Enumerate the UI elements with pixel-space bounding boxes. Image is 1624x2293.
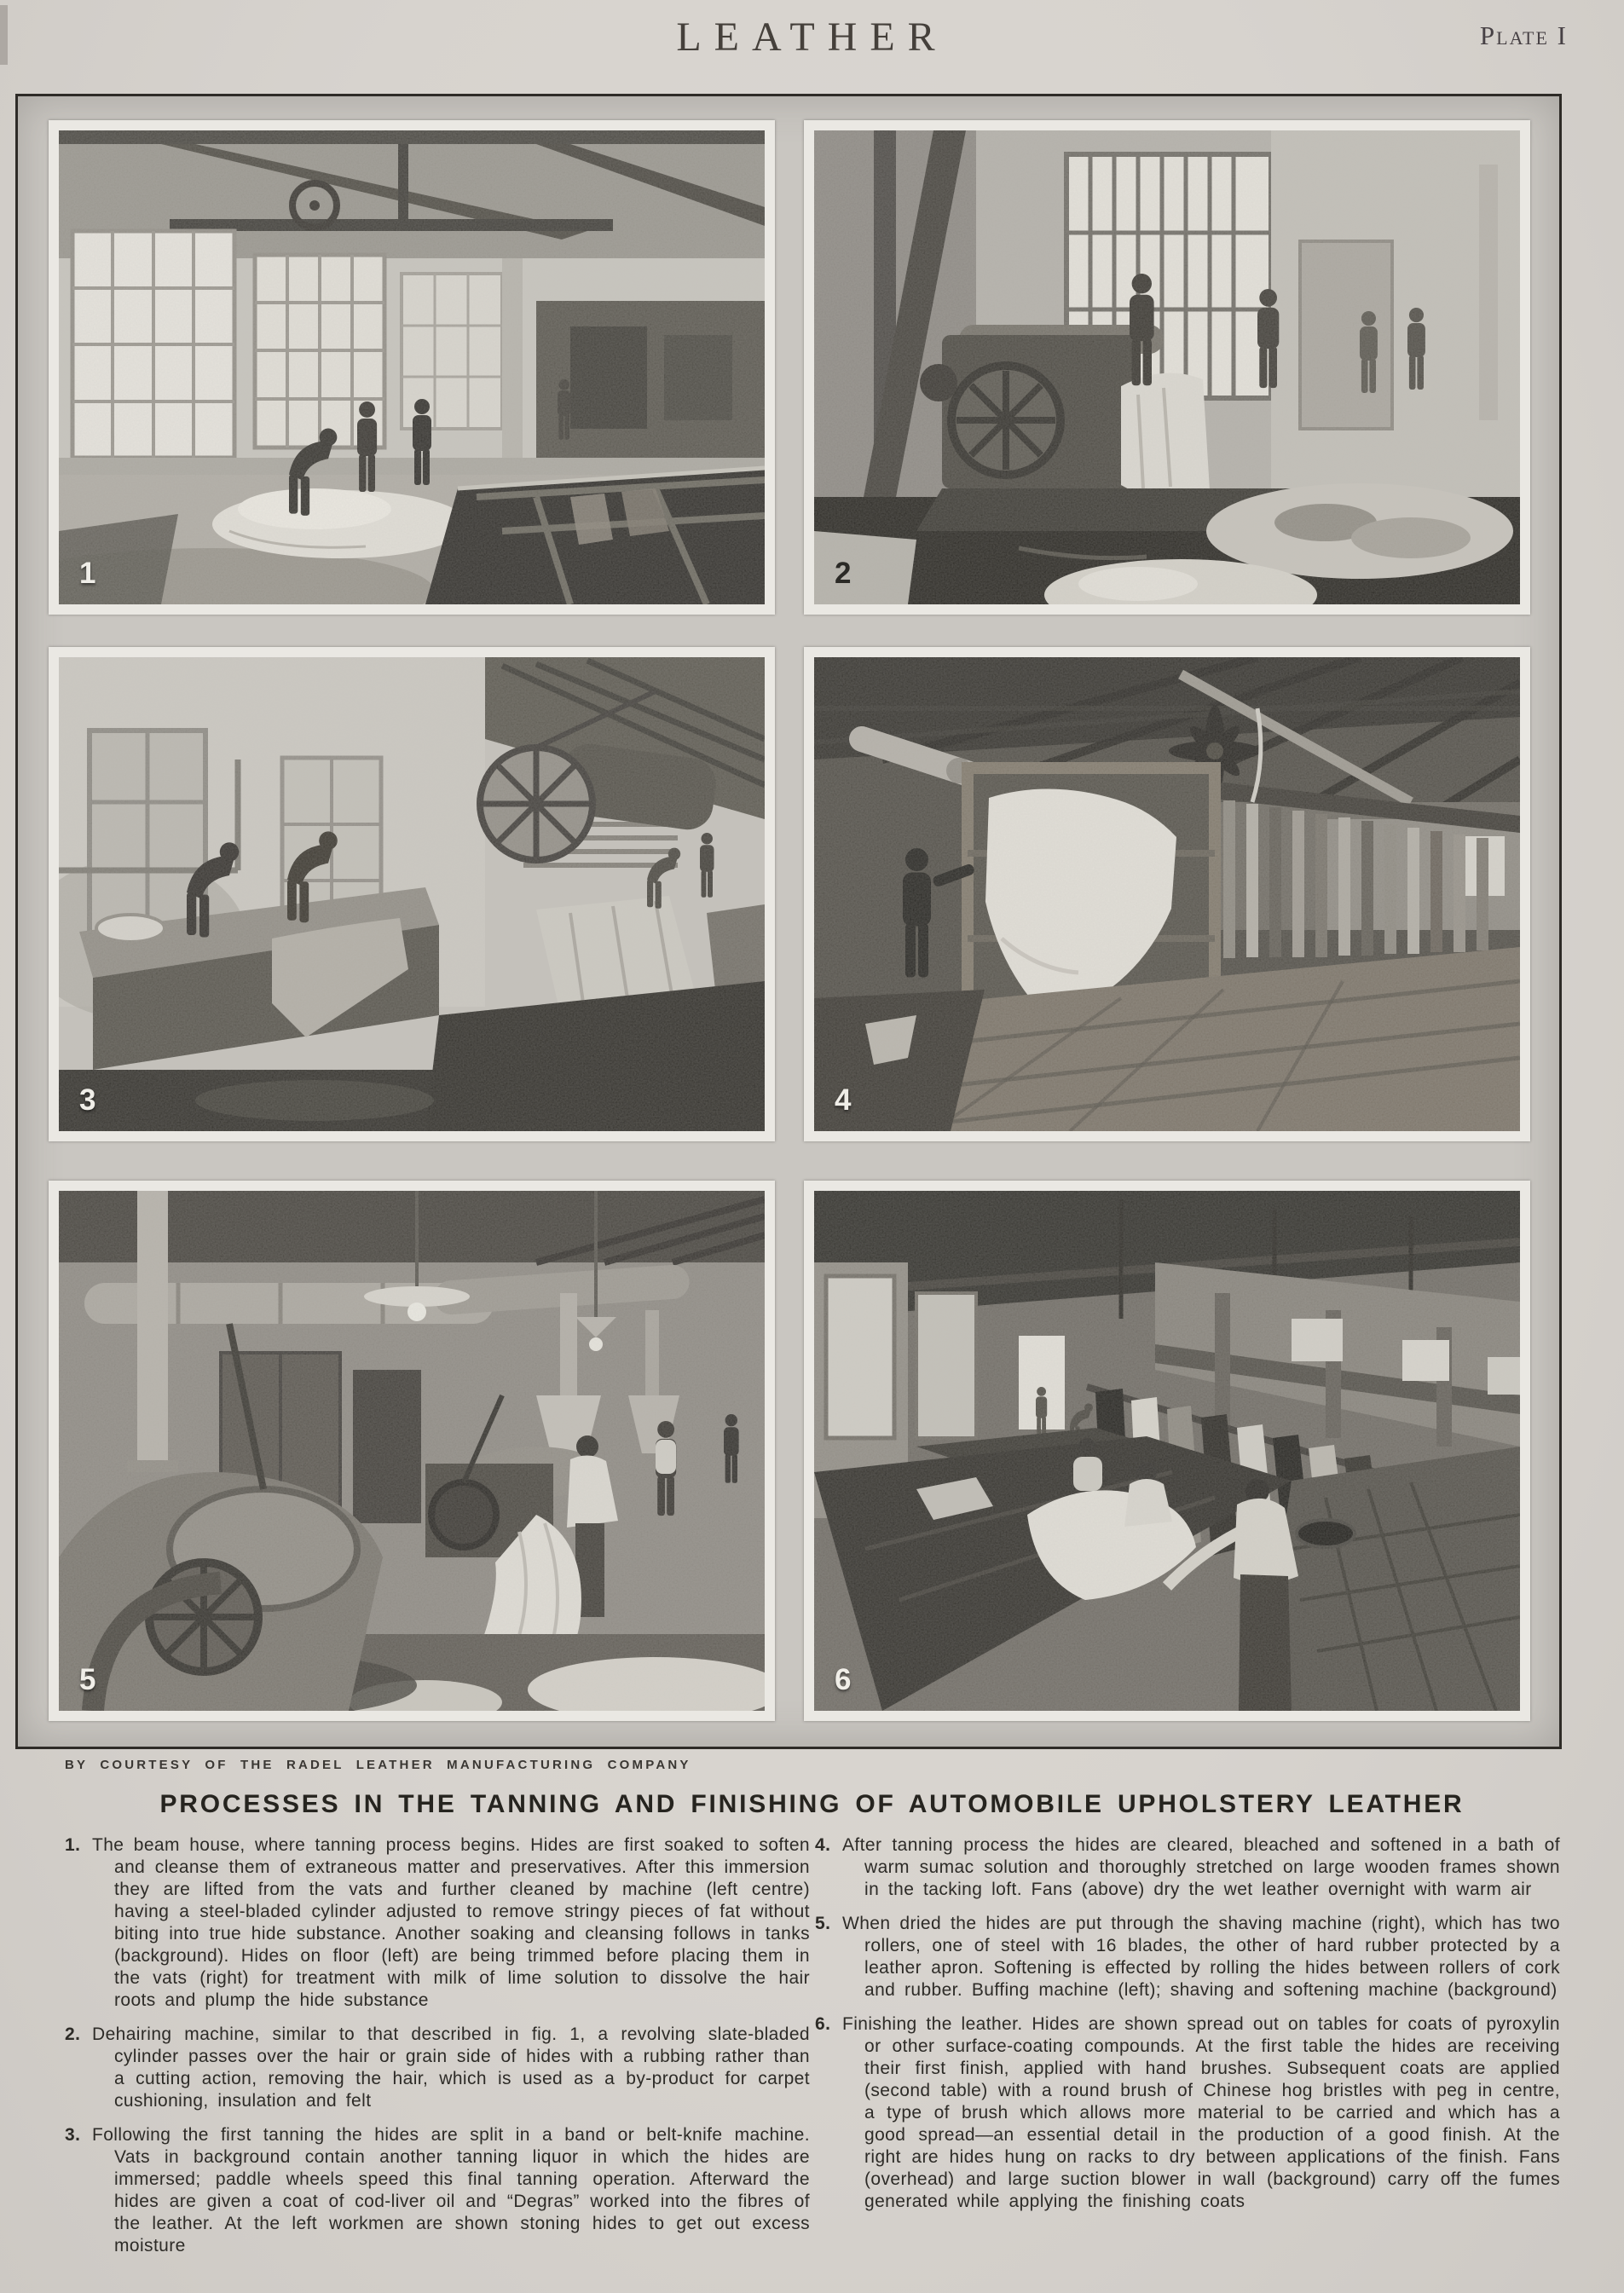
figure-6-photo — [804, 1181, 1530, 1721]
caption-text: After tanning process the hides are cleared, bleached and softened in a bath of warm sumac solution and thoroughly stretched on large wooden frames shown in the tacking loft. Fans (above) dry the wet leather overnight with warm air — [842, 1835, 1560, 1899]
caption-item-4 — [815, 1834, 1560, 1901]
caption-text: The beam house, where tanning process begins. Hides are first soaked to soften and cleanse them of extraneous matter and preservatives. After this immersion they are lifted from the vats and further cleaned by machine (left centre) having a steel-bladed cylinder adjusted to remove stringy pieces of fat without biting into true hide substance. Another soaking and cleansing follows in tanks (background). Hides on floor (left) are being trimmed before placing them in the vats (right) for treatment with milk of lime solution to dissolve the hair roots and plump the hide substance — [92, 1835, 810, 2010]
finishing-room-illustration — [814, 1191, 1520, 1711]
dehairing-machine-illustration — [814, 130, 1520, 604]
caption-column-right — [815, 1834, 1560, 2225]
photo-plate-frame — [15, 94, 1562, 1749]
caption-item-3 — [65, 2124, 810, 2257]
page-title: LEATHER — [676, 14, 948, 60]
plate-number-label: Plate I — [1479, 20, 1568, 50]
figure-3-photo — [49, 647, 775, 1141]
figure-4-photo — [804, 647, 1530, 1141]
figure-number-badge: 3 — [79, 1083, 96, 1117]
figure-number-badge: 4 — [835, 1083, 852, 1117]
caption-section-heading: PROCESSES IN THE TANNING AND FINISHING OF AUTOMOBILE UPHOLSTERY LEATHER — [159, 1790, 1465, 1818]
caption-item-5 — [815, 1913, 1560, 2001]
buffing-room-illustration — [59, 1191, 765, 1711]
caption-item-2 — [65, 2024, 810, 2112]
tacking-loft-illustration — [814, 657, 1520, 1131]
figure-5-photo — [49, 1181, 775, 1721]
figure-number-badge: 6 — [835, 1663, 852, 1696]
caption-number: 6. — [815, 2014, 831, 2034]
caption-number: 5. — [815, 1914, 831, 1933]
caption-column-left — [65, 1834, 810, 2269]
caption-number: 4. — [815, 1835, 831, 1855]
courtesy-credit-line: BY COURTESY OF THE RADEL LEATHER MANUFACTURING COMPANY — [65, 1758, 691, 1772]
caption-text: Following the first tanning the hides are split in a band or belt-knife machine. Vats in background contain another tanning liquor in which the hides are immersed; paddle wheels speed this final tanning operation. Afterward the hides are given a coat of cod-liver oil and “Degras” worked into the fibres of the leather. At the left workmen are shown stoning hides to get out excess moisture — [92, 2125, 810, 2255]
caption-text: When dried the hides are put through the shaving machine (right), which has two rollers, one of steel with 16 blades, the other of hard rubber protected by a leather apron. Softening is effected by rolling the hides between rollers of cork and rubber. Buffing machine (left); shaving and softening machine (background) — [842, 1914, 1560, 2000]
caption-number: 1. — [65, 1835, 81, 1855]
hide-splitting-illustration — [59, 657, 765, 1131]
caption-number: 2. — [65, 2024, 81, 2044]
figure-number-badge: 2 — [835, 557, 852, 590]
beam-house-illustration — [59, 130, 765, 604]
caption-item-6 — [815, 2013, 1560, 2213]
figure-number-badge: 5 — [79, 1663, 96, 1696]
figure-2-photo — [804, 120, 1530, 615]
figure-1-photo — [49, 120, 775, 615]
figure-number-badge: 1 — [79, 557, 96, 590]
caption-text: Dehairing machine, similar to that described in fig. 1, a revolving slate-bladed cylinder passes over the hair or grain side of hides with a rubbing rather than a cutting action, removing the hair, which is used as a by-product for carpet cushioning, insulation and felt — [92, 2024, 810, 2111]
caption-text: Finishing the leather. Hides are shown spread out on tables for coats of pyroxylin or other surface-coating compounds. At the first table the hides are receiving their first finish, applied with hand brushes. Subsequent coats are applied (second table) with a round brush of Chinese hog bristles with peg in centre, a type of brush which allows more material to be carried and which has a good spread—an essential detail in the production of a good finish. At the right are hides hung on racks to dry between applications of the finish. Fans (overhead) and large suction blower in wall (background) carry off the fumes generated while applying the finishing coats — [842, 2014, 1560, 2211]
caption-number: 3. — [65, 2125, 81, 2145]
caption-item-1 — [65, 1834, 810, 2012]
